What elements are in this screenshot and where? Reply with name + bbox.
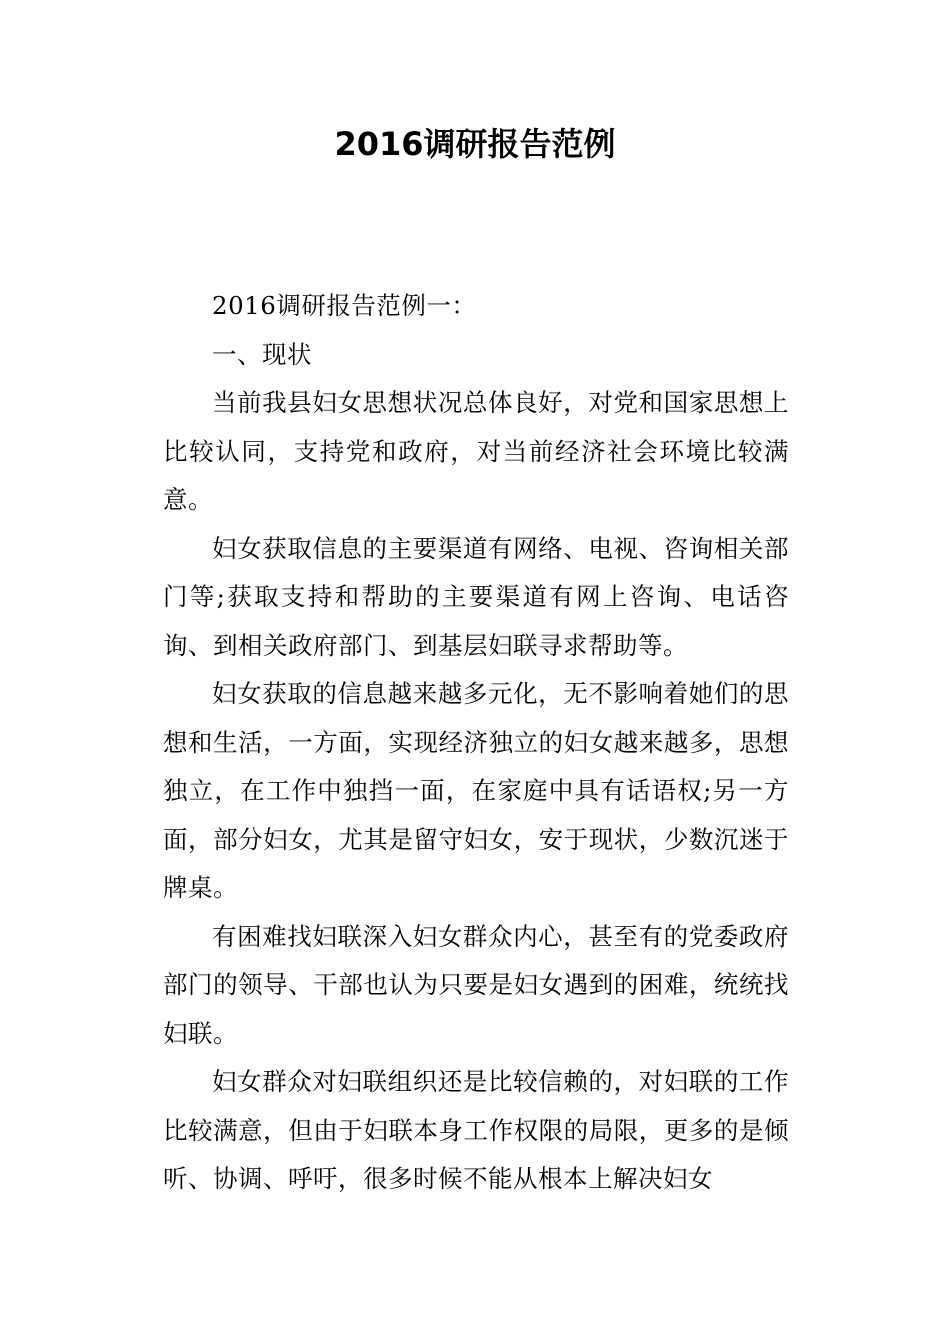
paragraph-section-heading: 一、现状 bbox=[212, 339, 312, 369]
paragraph: 妇女获取的信息越来越多元化，无不影响着她们的思想和生活，一方面，实现经济独立的妇女越来越多，思想独立，在工作中独挡一面，在家庭中具有话语权;另一方面，部分妇女，尤其是留守妇女，安于现状，少数沉迷于牌桌。 bbox=[163, 679, 789, 902]
paragraph: 有困难找妇联深入妇女群众内心，甚至有的党委政府部门的领导、干部也认为只要是妇女遇到的困难，统统找妇联。 bbox=[163, 921, 789, 1048]
document-body bbox=[163, 282, 789, 1204]
paragraph-example-heading: 2016调研报告范例一： bbox=[212, 291, 477, 320]
paragraph: 当前我县妇女思想状况总体良好，对党和国家思想上比较认同，支持党和政府，对当前经济社会环境比较满意。 bbox=[163, 388, 789, 514]
paragraph: 妇女群众对妇联组织还是比较信赖的，对妇联的工作比较满意，但由于妇联本身工作权限的局限，更多的是倾听、协调、呼吁，很多时候不能从根本上解决妇女 bbox=[163, 1067, 789, 1193]
document-title: 2016调研报告范例 bbox=[334, 125, 616, 163]
paragraph: 妇女获取信息的主要渠道有网络、电视、咨询相关部门等;获取支持和帮助的主要渠道有网上咨询、电话咨询、到相关政府部门、到基层妇联寻求帮助等。 bbox=[163, 533, 789, 660]
